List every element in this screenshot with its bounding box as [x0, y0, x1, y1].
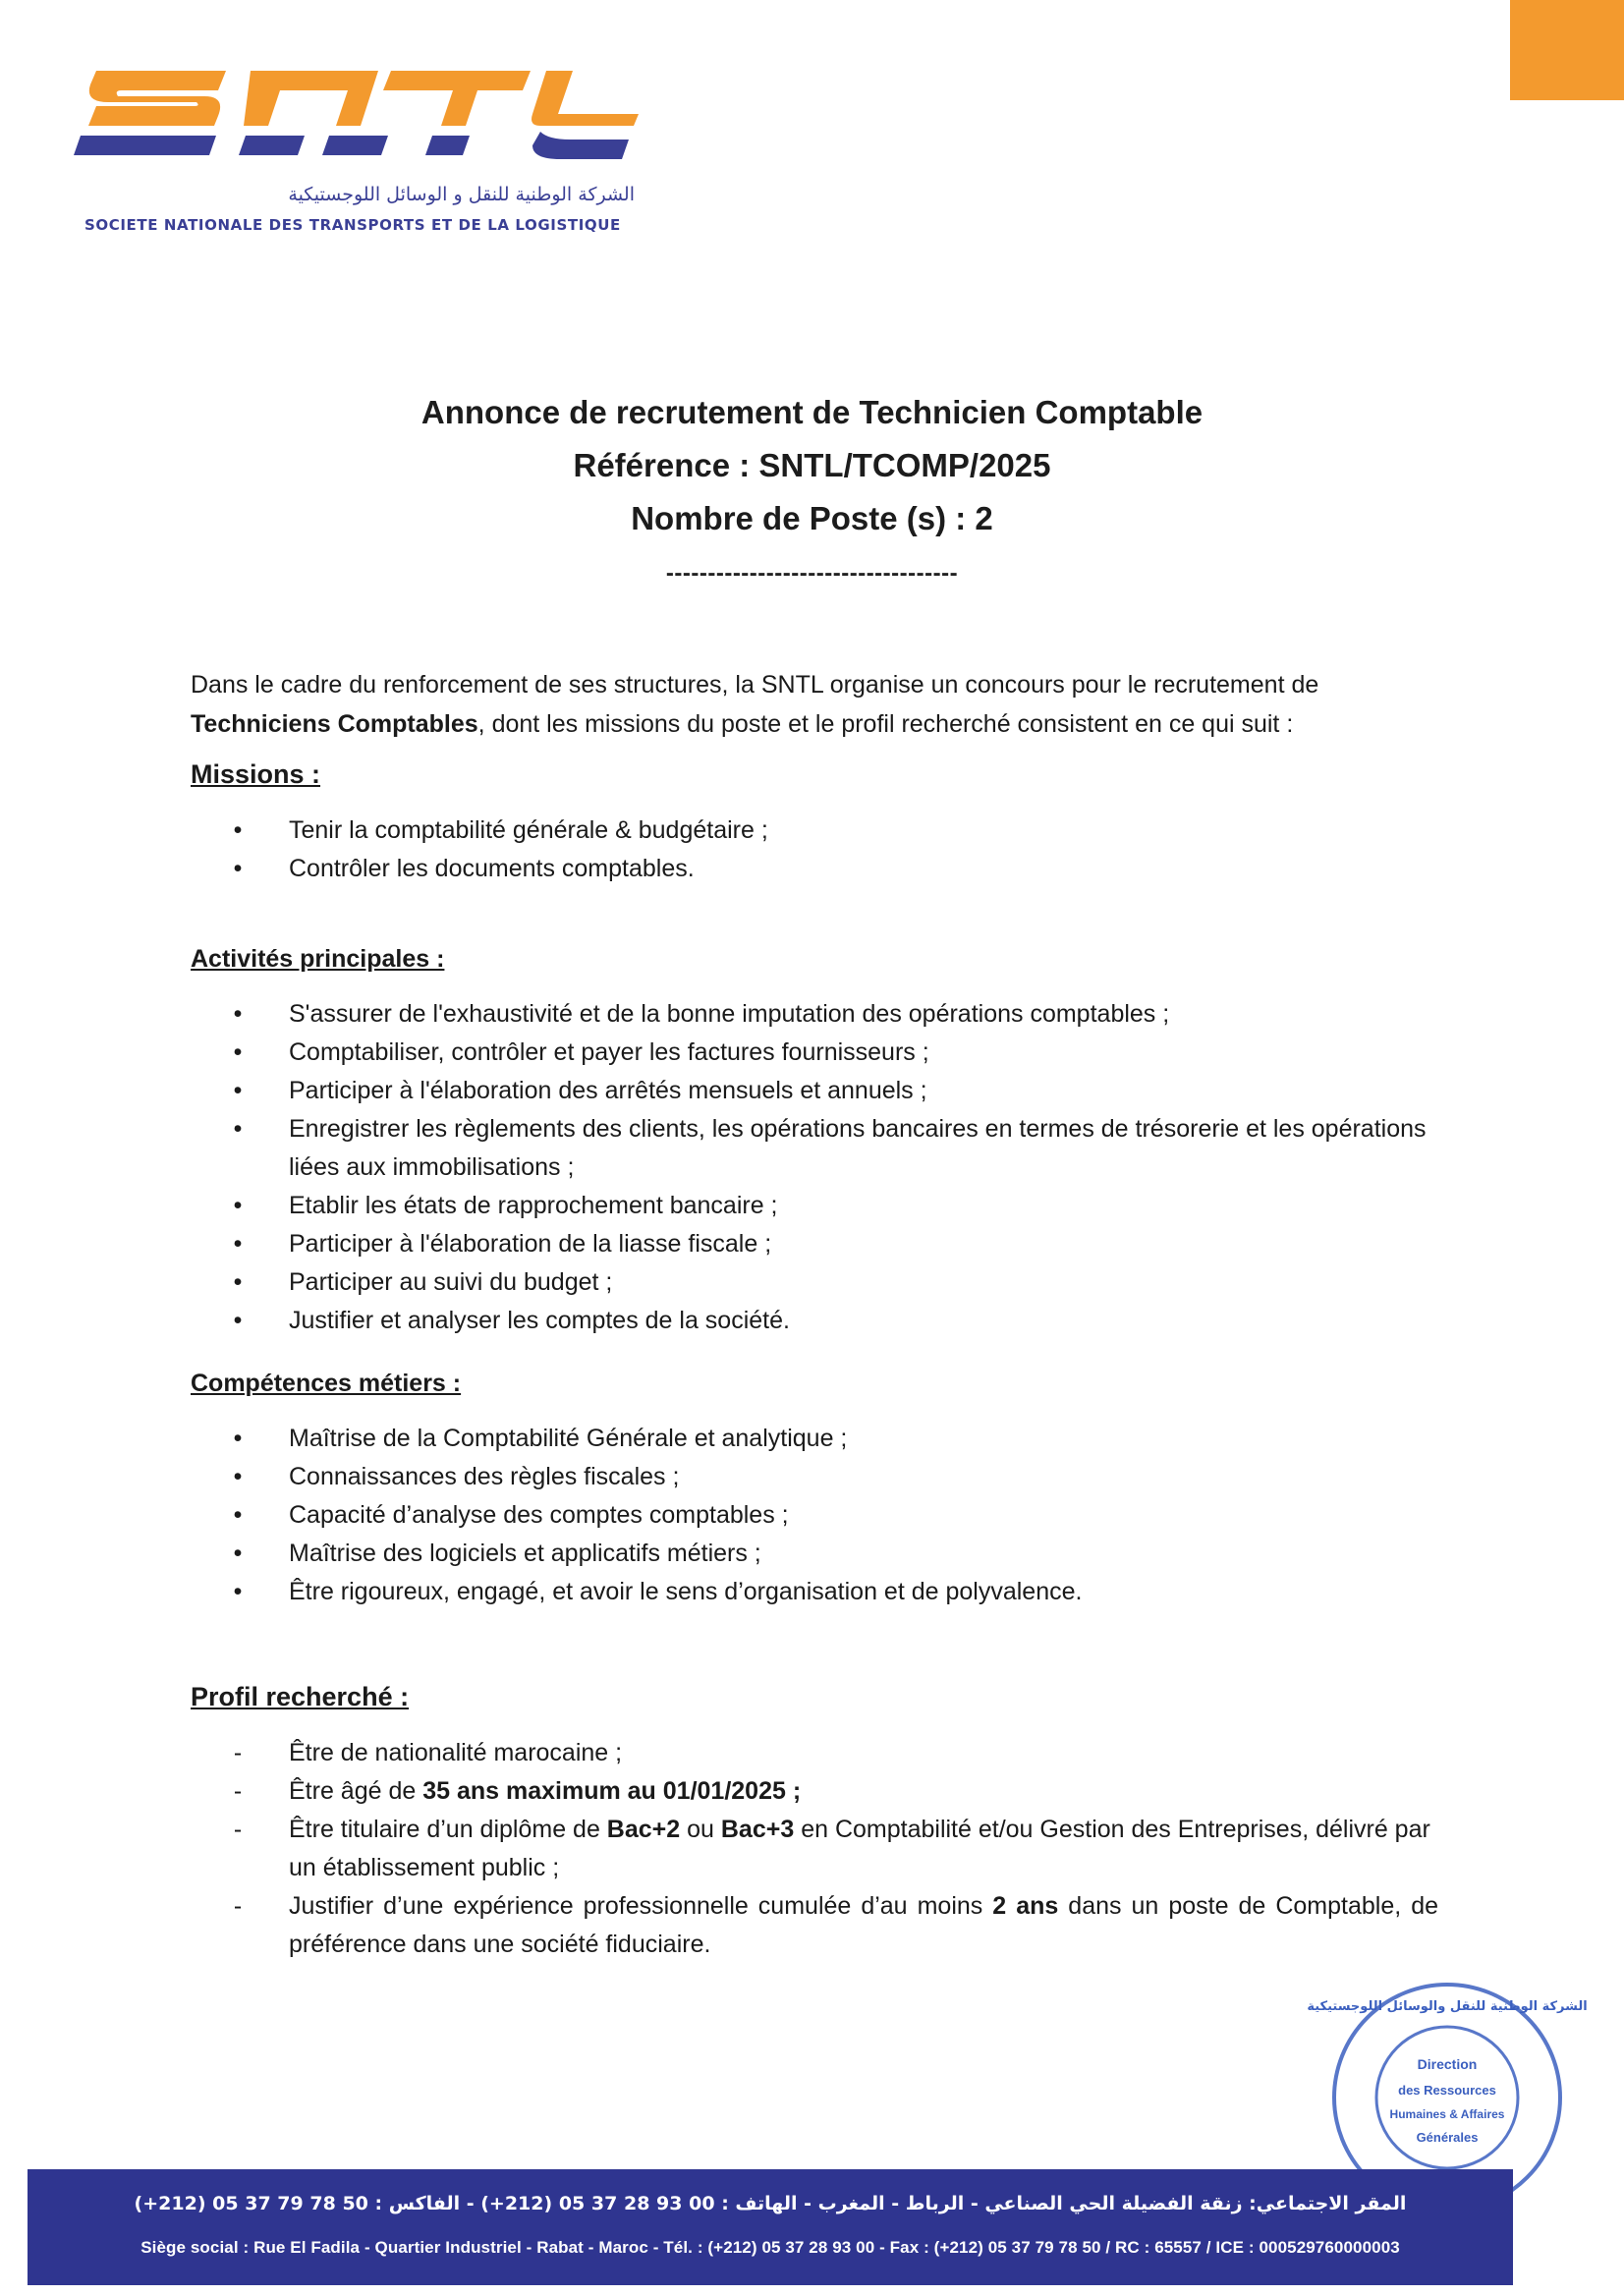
list-item [191, 1225, 1438, 1263]
list-item [191, 1110, 1438, 1187]
list-item [191, 1072, 1438, 1110]
list-item [191, 812, 1438, 850]
stamp-ring-text: الشركة الوطنية للنقل والوسائل اللوجستيكية [1307, 1999, 1588, 2014]
bullet-icon: • [233, 1077, 243, 1104]
list-item-text: Tenir la comptabilité générale & budgétaire ; [289, 816, 768, 844]
title-separator: ----------------------------------- [665, 560, 959, 587]
bullet-icon: • [233, 1115, 243, 1143]
missions-list [191, 812, 1438, 888]
logo-french-name: SOCIETE NATIONALE DES TRANSPORTS ET DE LA LOGISTIQUE [84, 216, 621, 234]
list-item-text: S'assurer de l'exhaustivité et de la bonne imputation des opérations comptables ; [289, 1000, 1170, 1028]
stamp-line-3: Humaines & Affaires [1389, 2107, 1505, 2121]
list-item-text: dans un poste de Comptable, de préférence dans une société fiduciaire. [289, 1892, 1438, 1958]
list-item [191, 1187, 1438, 1225]
competences-heading: Compétences métiers : [191, 1370, 462, 1397]
list-item [191, 1496, 1438, 1535]
list-item [191, 1573, 1438, 1611]
list-item-text: Être âgé de [289, 1777, 423, 1805]
footer-arabic-address: المقر الاجتماعي: زنقة الفضيلة الحي الصناعي - الرباط - المغرب - الهاتف : 00 93 28 37 05 (212+) - الفاكس : 50 78 79 37 05 (212+) [134, 2193, 1407, 2214]
list-item-text: Maîtrise de la Comptabilité Générale et analytique ; [289, 1425, 848, 1452]
list-item-text: Être titulaire d’un diplôme de [289, 1816, 607, 1843]
list-item [191, 1811, 1438, 1887]
stamp-line-4: Générales [1416, 2130, 1479, 2145]
logo-arabic-name: الشركة الوطنية للنقل و الوسائل اللوجستيكية [288, 184, 635, 205]
list-item-text: Participer à l'élaboration de la liasse fiscale ; [289, 1230, 772, 1258]
bullet-icon: • [233, 1230, 243, 1258]
bullet-icon: • [233, 1038, 243, 1066]
diploma-bac2: Bac+2 [606, 1816, 681, 1843]
list-item-text: Participer au suivi du budget ; [289, 1268, 613, 1296]
bullet-icon: • [233, 1425, 243, 1452]
bullet-icon: • [233, 816, 243, 844]
list-item-text: Capacité d’analyse des comptes comptables ; [289, 1501, 789, 1529]
list-item-text: en Comptabilité et/ou Gestion des Entreprises, délivré par un établissement public ; [289, 1816, 1430, 1881]
list-item-text: Être rigoureux, engagé, et avoir le sens d’organisation et de polyvalence. [289, 1578, 1083, 1605]
profil-list [191, 1734, 1438, 1964]
intro-text-2: , dont les missions du poste et le profil recherché consistent en ce qui suit : [477, 710, 1294, 738]
list-item-text: Etablir les états de rapprochement bancaire ; [289, 1192, 778, 1219]
list-item-text: Enregistrer les règlements des clients, les opérations bancaires en termes de trésorerie et les opérations liées aux immobilisations ; [289, 1115, 1427, 1181]
title-reference: Référence : SNTL/TCOMP/2025 [573, 447, 1051, 483]
profil-heading: Profil recherché : [191, 1682, 410, 1711]
intro-bold: Techniciens Comptables [191, 710, 478, 738]
competences-list [191, 1420, 1438, 1611]
dash-icon: - [233, 1739, 243, 1766]
list-item [191, 1420, 1438, 1458]
activites-list [191, 995, 1438, 1340]
dash-icon: - [233, 1777, 243, 1805]
title-line-1: Annonce de recrutement de Technicien Comptable [420, 394, 1204, 430]
activites-heading: Activités principales : [191, 945, 445, 973]
stamp-line-2: des Ressources [1398, 2083, 1496, 2098]
footer-french-address: Siège social : Rue El Fadila - Quartier Industriel - Rabat - Maroc - Tél. : (+212) 05 37 28 93 00 - Fax : (+212) 05 37 79 78 50 / RC : 65557 / ICE : 000529760000003 [140, 2238, 1400, 2257]
bullet-icon: • [233, 1501, 243, 1529]
list-item [191, 1772, 1438, 1811]
list-item-text: Contrôler les documents comptables. [289, 855, 695, 882]
list-item [191, 1263, 1438, 1302]
bullet-icon: • [233, 1268, 243, 1296]
sntl-logo [79, 61, 648, 169]
list-item [191, 1458, 1438, 1496]
list-item [191, 1302, 1438, 1340]
list-item [191, 1734, 1438, 1772]
list-item-text: Maîtrise des logiciels et applicatifs métiers ; [289, 1540, 761, 1567]
intro-paragraph [191, 665, 1438, 744]
bullet-icon: • [233, 1000, 243, 1028]
announcement-title [0, 386, 1624, 588]
bullet-icon: • [233, 1578, 243, 1605]
bullet-icon: • [233, 1307, 243, 1334]
list-item [191, 1887, 1438, 1964]
list-item-text: Être de nationalité marocaine ; [289, 1739, 623, 1766]
bullet-icon: • [233, 855, 243, 882]
bullet-icon: • [233, 1463, 243, 1490]
list-item-text: Participer à l'élaboration des arrêtés mensuels et annuels ; [289, 1077, 927, 1104]
title-positions: Nombre de Poste (s) : 2 [631, 500, 993, 536]
list-item [191, 995, 1438, 1034]
diploma-bac3: Bac+3 [720, 1816, 795, 1843]
list-item-text: ou [680, 1816, 721, 1843]
list-item-text: Justifier et analyser les comptes de la société. [289, 1307, 790, 1334]
dash-icon: - [233, 1892, 243, 1920]
bullet-icon: • [233, 1192, 243, 1219]
list-item-text: Connaissances des règles fiscales ; [289, 1463, 680, 1490]
list-item-text: Justifier d’une expérience professionnelle cumulée d’au moins [289, 1892, 993, 1920]
dash-icon: - [233, 1816, 243, 1843]
stamp-line-1: Direction [1417, 2056, 1478, 2072]
missions-heading: Missions : [191, 759, 321, 789]
list-item [191, 850, 1438, 888]
list-item [191, 1535, 1438, 1573]
intro-text-1: Dans le cadre du renforcement de ses structures, la SNTL organise un concours pour le recrutement de [191, 671, 1319, 699]
age-limit: 35 ans maximum au 01/01/2025 ; [422, 1777, 802, 1805]
experience-years: 2 ans [992, 1892, 1059, 1920]
list-item-text: Comptabiliser, contrôler et payer les factures fournisseurs ; [289, 1038, 929, 1066]
bullet-icon: • [233, 1540, 243, 1567]
footer-bar [28, 2169, 1513, 2285]
list-item [191, 1034, 1438, 1072]
announcement-body [191, 665, 1438, 1964]
corner-color-tab [1510, 0, 1624, 100]
